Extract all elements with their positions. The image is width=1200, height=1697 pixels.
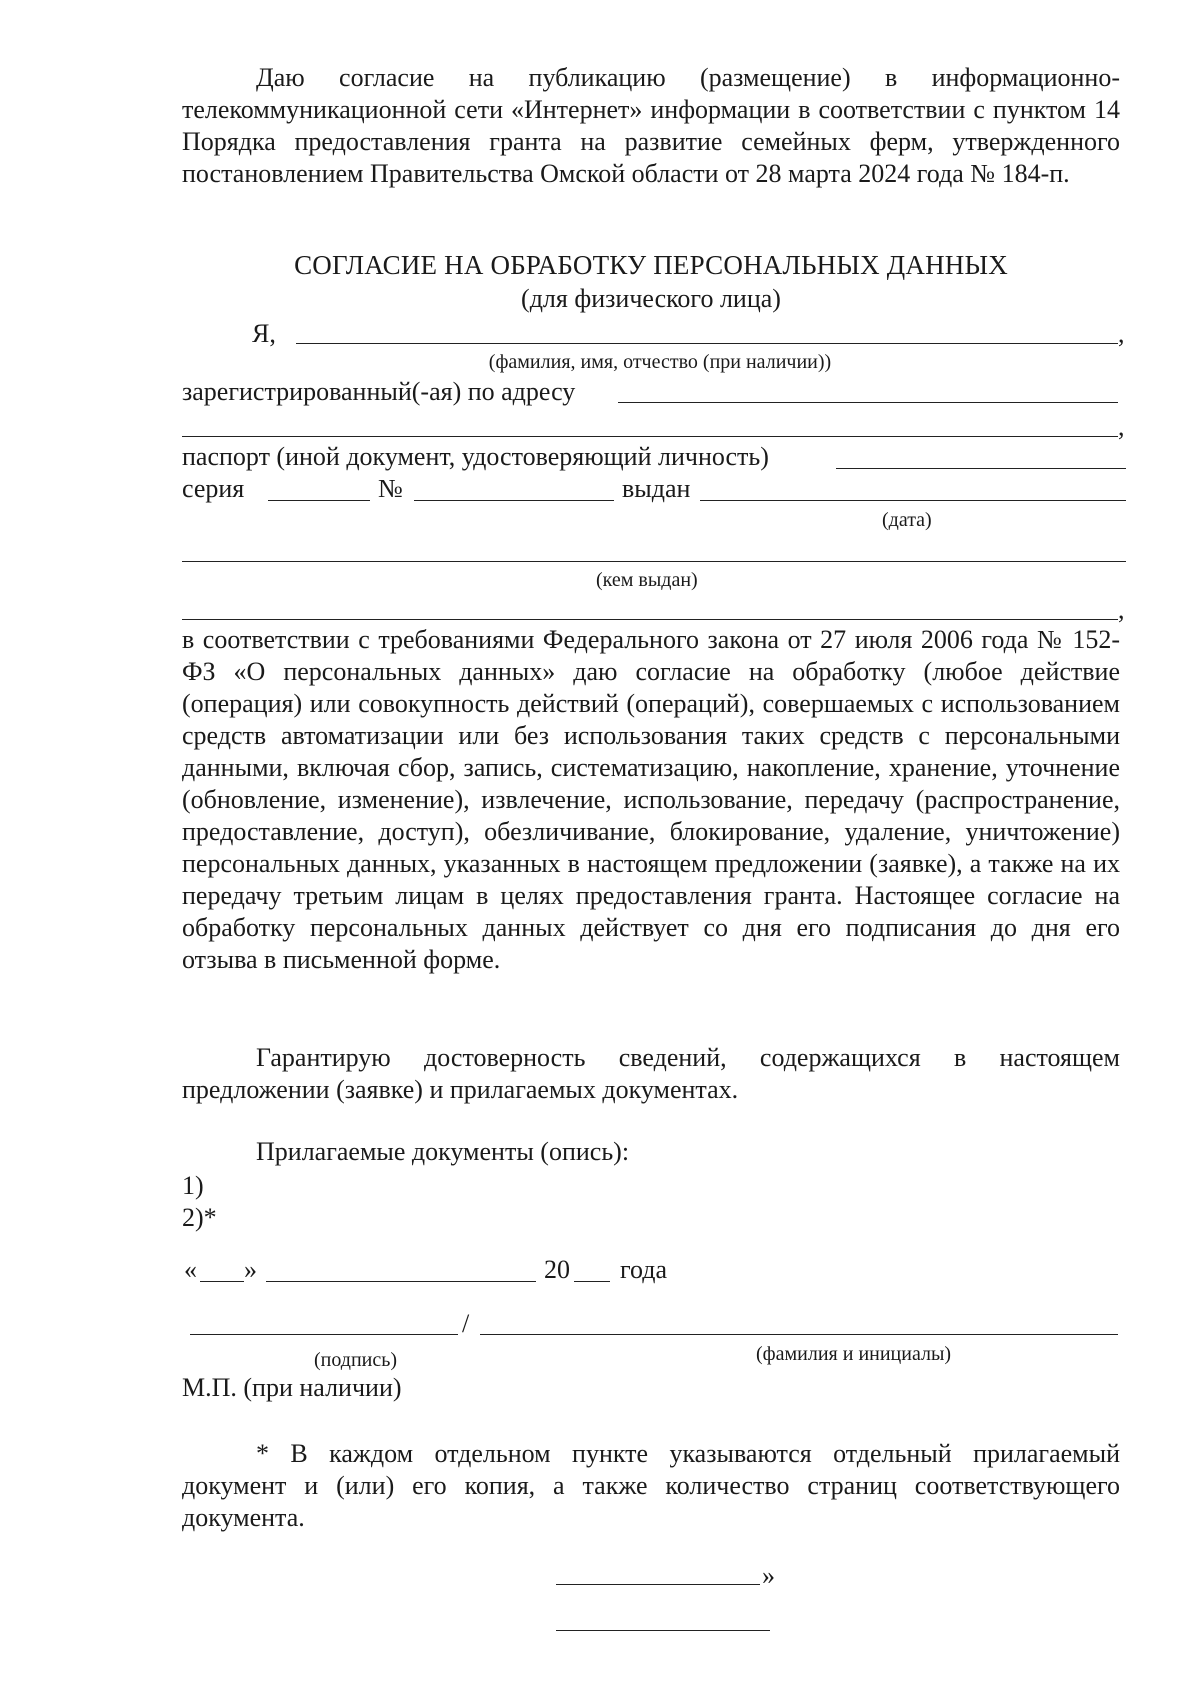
- issued-by-hint: (кем выдан): [596, 569, 698, 591]
- issued-by-field-line-2[interactable]: [182, 619, 1118, 620]
- attachment-item-1: 1): [182, 1171, 204, 1200]
- footnote-paragraph: * В каждом отдельном пункте указываются отдельный прилагаемый документ и (или) его копия, а также количество страниц соответствующего документа.: [182, 1439, 1120, 1532]
- signature-field-line[interactable]: [190, 1334, 458, 1335]
- year-prefix: 20: [544, 1255, 570, 1284]
- fio-field-line[interactable]: [296, 343, 1118, 344]
- signature-slash: /: [462, 1309, 470, 1338]
- month-field-line[interactable]: [266, 1281, 536, 1282]
- year-field-line[interactable]: [574, 1281, 610, 1282]
- day-field-line[interactable]: [200, 1281, 244, 1282]
- passport-field-line[interactable]: [836, 468, 1126, 469]
- issued-by-comma: ,: [1118, 595, 1125, 624]
- passport-label: паспорт (иной документ, удостоверяющий личность): [182, 442, 769, 471]
- series-label: серия: [182, 474, 245, 503]
- date-quote-close: »: [244, 1255, 257, 1284]
- name-field-line[interactable]: [480, 1334, 1118, 1335]
- document-subtitle: (для физического лица): [521, 284, 781, 313]
- closing-line-1: [556, 1584, 760, 1585]
- closing-quote: »: [762, 1561, 775, 1590]
- guarantee-paragraph: Гарантирую достоверность сведений, содержащихся в настоящем предложении (заявке) и прилагаемых документах.: [182, 1043, 1120, 1104]
- name-hint: (фамилия и инициалы): [756, 1343, 952, 1365]
- address-field-line[interactable]: [618, 402, 1118, 403]
- attachments-heading: Прилагаемые документы (опись):: [256, 1137, 630, 1166]
- fio-comma: ,: [1118, 319, 1125, 348]
- issued-by-field-line[interactable]: [182, 561, 1126, 562]
- intro-paragraph: Даю согласие на публикацию (размещение) в информационно-телекоммуникационной сети «Интернет» информации в соответствии с пунктом 14 Порядка предоставления гранта на развитие семейных ферм, утвержденного постановлением Правительства Омской области от 28 марта 2024 года № 184-п.: [182, 63, 1120, 188]
- consent-paragraph: в соответствии с требованиями Федерального закона от 27 июля 2006 года № 152-ФЗ «О персональных данных» даю согласие на обработку (любое действие (операция) или совокупность действий (операций), совершаемых с использованием средств автоматизации или без использования таких средств с персональными данными, включая сбор, запись, систематизацию, накопление, хранение, уточнение (обновление, изменение), извлечение, использование, передачу (распространение, предоставление, доступ), обезличивание, блокирование, удаление, уничтожение) персональных данных, указанных в настоящем предложении (заявке), а также на их передачу третьим лицам в целях предоставления гранта. Настоящее согласие на обработку персональных данных действует со дня его подписания до дня его отзыва в письменной форме.: [182, 625, 1120, 974]
- issued-label: выдан: [622, 474, 691, 503]
- ya-label: Я,: [252, 319, 276, 348]
- date-quote-open: «: [184, 1255, 197, 1284]
- series-field-line[interactable]: [268, 500, 370, 501]
- date-hint: (дата): [882, 509, 932, 531]
- issued-date-field-line[interactable]: [700, 500, 1126, 501]
- signature-hint: (подпись): [314, 1349, 398, 1371]
- stamp-label: М.П. (при наличии): [182, 1373, 402, 1402]
- fio-hint: (фамилия, имя, отчество (при наличии)): [488, 351, 832, 373]
- document-title: СОГЛАСИЕ НА ОБРАБОТКУ ПЕРСОНАЛЬНЫХ ДАННЫХ: [294, 250, 1008, 280]
- number-label: №: [378, 474, 403, 503]
- year-suffix: года: [620, 1255, 668, 1284]
- address-comma: ,: [1118, 412, 1125, 441]
- closing-line-2: [556, 1630, 770, 1631]
- number-field-line[interactable]: [414, 500, 614, 501]
- attachment-item-2: 2)*: [182, 1203, 217, 1232]
- address-label: зарегистрированный(-ая) по адресу: [182, 377, 576, 406]
- address-field-line-2[interactable]: [182, 436, 1118, 437]
